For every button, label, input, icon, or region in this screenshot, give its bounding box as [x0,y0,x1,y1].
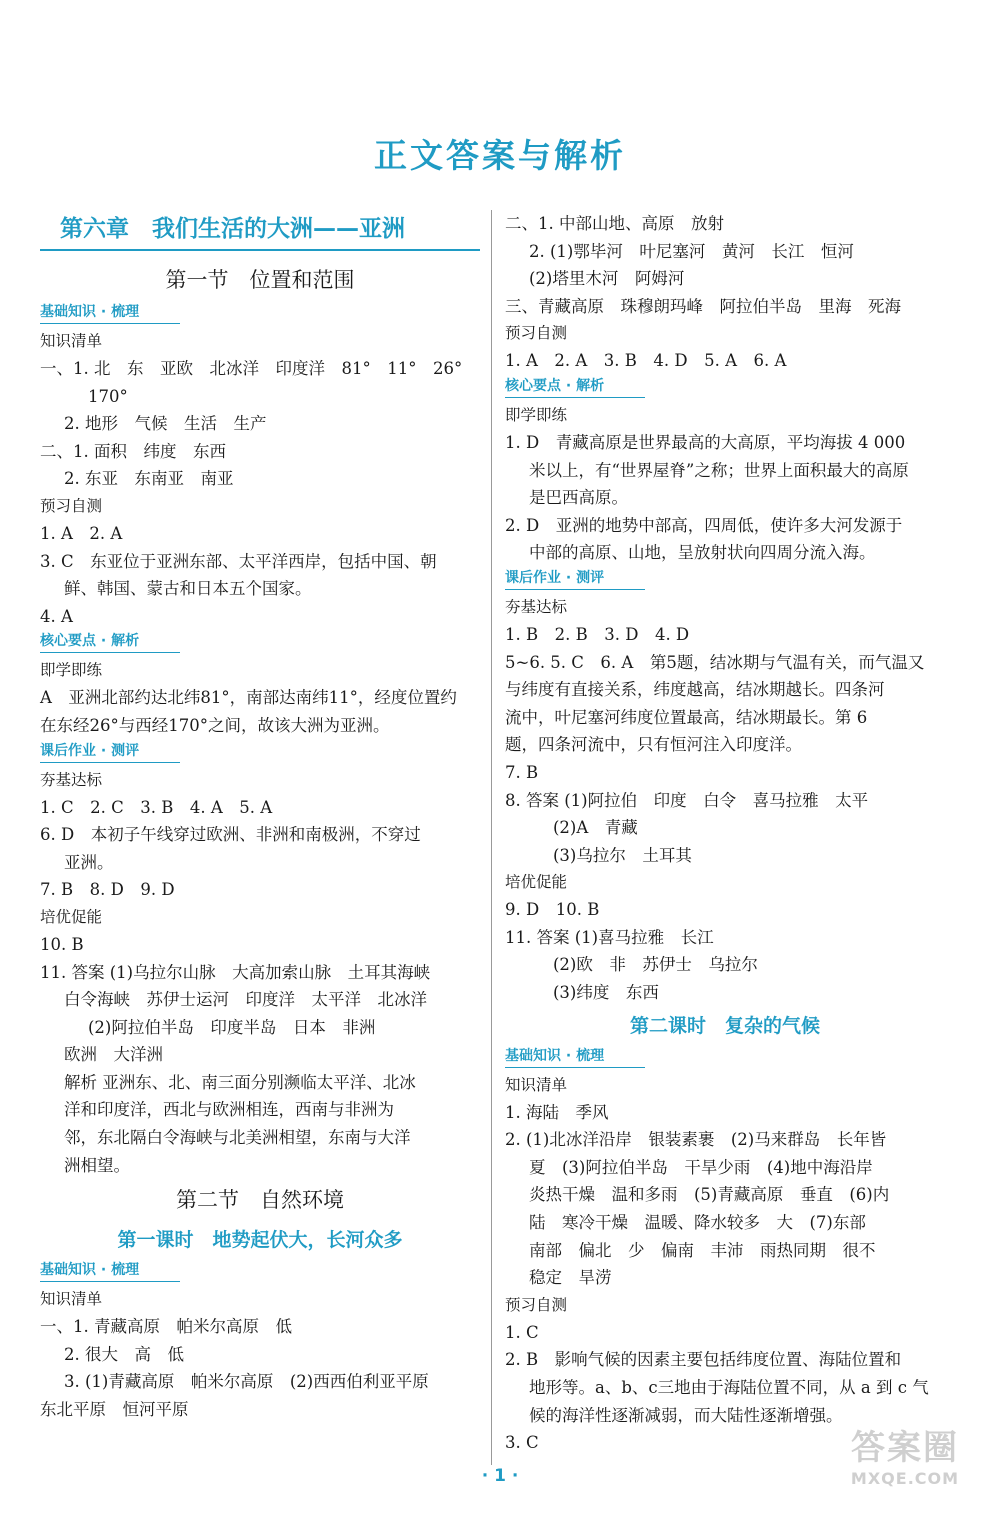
answer-line: 在东经26°与西经170°之间，故该大洲为亚洲。 [40,715,390,735]
answer-line: 鲜、韩国、蒙古和日本五个国家。 [64,579,312,599]
answer-line: 是巴西高原。 [529,488,628,508]
answer-line: 与纬度有直接关系，纬度越高，结冰期越长。四条河 [505,680,885,700]
answer-line: 5~6. 5. C 6. A 第5题，结冰期与气温有关，而气温又 [505,652,925,672]
answer-line: 2. D 亚洲的地势中部高，四周低，使许多大河发源于 [505,515,903,535]
answer-line: 2. B 影响气候的因素主要包括纬度位置、海陆位置和 [505,1350,902,1370]
column-divider [491,210,492,1465]
answer-line: 1. C [505,1322,539,1342]
answer-line: (3)乌拉尔 土耳其 [553,845,692,865]
answer-line: 中部的高原、山地，呈放射状向四周分流入海。 [529,543,876,563]
answer-line: 1. B 2. B 3. D 4. D [505,624,690,644]
answer-line: 2. 东亚 东南亚 南亚 [64,469,234,489]
answer-line: 二、1. 中部山地、高原 放射 [505,214,724,233]
subsection-label: 夯基达标 [505,597,568,616]
section-heading: 第一节 位置和范围 [165,268,355,292]
answer-line: 3. (1)青藏高原 帕米尔高原 (2)西西伯利亚平原 [64,1372,429,1392]
answer-line: 亚洲。 [64,852,114,872]
left-column [40,210,480,1424]
subsection-label: 培优促能 [505,873,568,892]
answer-line: (2)欧 非 苏伊士 乌拉尔 [553,955,758,975]
answer-line: 东北平原 恒河平原 [40,1400,189,1420]
answer-line: 8. 答案 (1)阿拉伯 印度 白令 喜马拉雅 太平 [505,790,869,810]
answer-line: (3)纬度 东西 [553,983,659,1003]
answer-line: 一、1. 北 东 亚欧 北冰洋 印度洋 81° 11° 26° [40,359,463,378]
lesson-heading: 第一课时 地势起伏大，长河众多 [117,1229,403,1252]
answer-line: 1. A 2. A 3. B 4. D 5. A 6. A [505,351,787,371]
answer-line: A 亚洲北部约达北纬81°，南部达南纬11°，经度位置约 [40,688,457,708]
answer-line: 米以上，有“世界屋脊”之称；世界上面积最大的高原 [529,460,909,480]
answer-line: 7. B [505,762,539,782]
answer-line: 炎热干燥 温和多雨 (5)青藏高原 垂直 (6)内 [529,1185,890,1205]
answer-line: 洲相望。 [64,1155,130,1175]
answer-line: 6. D 本初子午线穿过欧洲、非洲和南极洲，不穿过 [40,825,421,845]
subsection-label: 预习自测 [505,324,568,343]
category-tag: 课后作业 · 测评 [505,567,645,590]
watermark-logo [820,1420,990,1510]
answer-line: 南部 偏北 少 偏南 丰沛 雨热同期 很不 [529,1240,876,1260]
watermark-site-text: MXQE.COM [850,1469,960,1488]
answer-line: 4. A [40,606,73,626]
category-tag: 课后作业 · 测评 [40,740,180,763]
answer-line: 候的海洋性逐渐减弱，而大陆性逐渐增强。 [529,1405,843,1425]
answer-line: 9. D 10. B [505,900,600,920]
subsection-label: 知识清单 [40,332,103,350]
subsection-label: 预习自测 [40,496,103,515]
answer-line: 1. A 2. A [40,523,123,543]
answer-line: 白令海峡 苏伊士运河 印度洋 太平洋 北冰洋 [64,990,427,1010]
right-column [505,210,945,1457]
answer-line: 2. (1)鄂毕河 叶尼塞河 黄河 长江 恒河 [529,241,854,261]
answer-line: (2)阿拉伯半岛 印度半岛 日本 非洲 [88,1017,376,1037]
page-number: · 1 · [481,1466,519,1486]
answer-line: 夏 (3)阿拉伯半岛 干旱少雨 (4)地中海沿岸 [529,1157,873,1177]
answer-line: 170° [88,386,128,406]
answer-line: 三、青藏高原 珠穆朗玛峰 阿拉伯半岛 里海 死海 [505,296,901,316]
answer-line: 陆 寒冷干燥 温暖、降水较多 大 (7)东部 [529,1213,866,1233]
answer-line: 二、1. 面积 纬度 东西 [40,441,226,461]
answer-line: 地形等。a、b、c三地由于海陆位置不同，从 a 到 c 气 [529,1378,929,1397]
answer-line: 1. D 青藏高原是世界最高的大高原，平均海拔 4 000 [505,432,906,452]
answer-line: 1. C 2. C 3. B 4. A 5. A [40,797,273,817]
answer-line: 3. C [505,1433,539,1453]
subsection-label: 即学即练 [40,661,103,680]
subsection-label: 即学即练 [505,405,568,424]
category-tag: 核心要点 · 解析 [40,630,180,653]
section-heading: 第二节 自然环境 [176,1188,344,1213]
answer-line: 2. 地形 气候 生活 生产 [64,414,267,434]
answer-line: 10. B [40,934,84,954]
answer-line: 稳定 旱涝 [529,1268,612,1288]
lesson-heading: 第二课时 复杂的气候 [629,1014,820,1037]
answer-line: 邻，东北隔白令海峡与北美洲相望，东南与大洋 [64,1128,411,1148]
answer-line: (2)A 青藏 [553,818,638,838]
answer-line: 流中，叶尼塞河纬度位置最高，结冰期最长。第 6 [505,707,868,727]
answer-line: 1. 海陆 季风 [505,1102,609,1122]
answer-line: 一、1. 青藏高原 帕米尔高原 低 [40,1317,292,1337]
watermark-logo-text: 答案圈 [851,1428,959,1468]
category-tag: 基础知识 · 梳理 [505,1045,645,1068]
answer-line: 3. C 东亚位于亚洲东部、太平洋西岸，包括中国、朝 [40,551,437,571]
subsection-label: 知识清单 [505,1075,568,1094]
category-tag: 核心要点 · 解析 [505,375,645,398]
answer-line: 11. 答案 (1)喜马拉雅 长江 [505,927,714,947]
answer-line: (2)塔里木河 阿姆河 [529,269,685,289]
answer-line: 题，四条河流中，只有恒河注入印度洋。 [505,735,802,755]
answer-line: 欧洲 大洋洲 [64,1045,163,1065]
page-title: 正文答案与解析 [374,136,626,175]
answer-line: 7. B 8. D 9. D [40,880,175,900]
answer-line: 2. 很大 高 低 [64,1344,184,1364]
subsection-label: 知识清单 [40,1290,103,1309]
answer-line: 11. 答案 (1)乌拉尔山脉 大高加索山脉 土耳其海峡 [40,962,431,982]
subsection-label: 培优促能 [40,907,103,926]
category-tag: 基础知识 · 梳理 [40,1259,180,1282]
answer-line: 解析 亚洲东、北、南三面分别濒临太平洋、北冰 [64,1072,416,1092]
subsection-label: 夯基达标 [40,770,103,789]
answer-line: 洋和印度洋，西北与欧洲相连，西南与非洲为 [64,1100,394,1120]
category-tag: 基础知识 · 梳理 [40,301,180,324]
subsection-label: 预习自测 [505,1295,568,1314]
answer-line: 2. (1)北冰洋沿岸 银装素裹 (2)马来群岛 长年皆 [505,1130,887,1150]
chapter-heading: 第六章 我们生活的大洲——亚洲 [40,210,480,251]
